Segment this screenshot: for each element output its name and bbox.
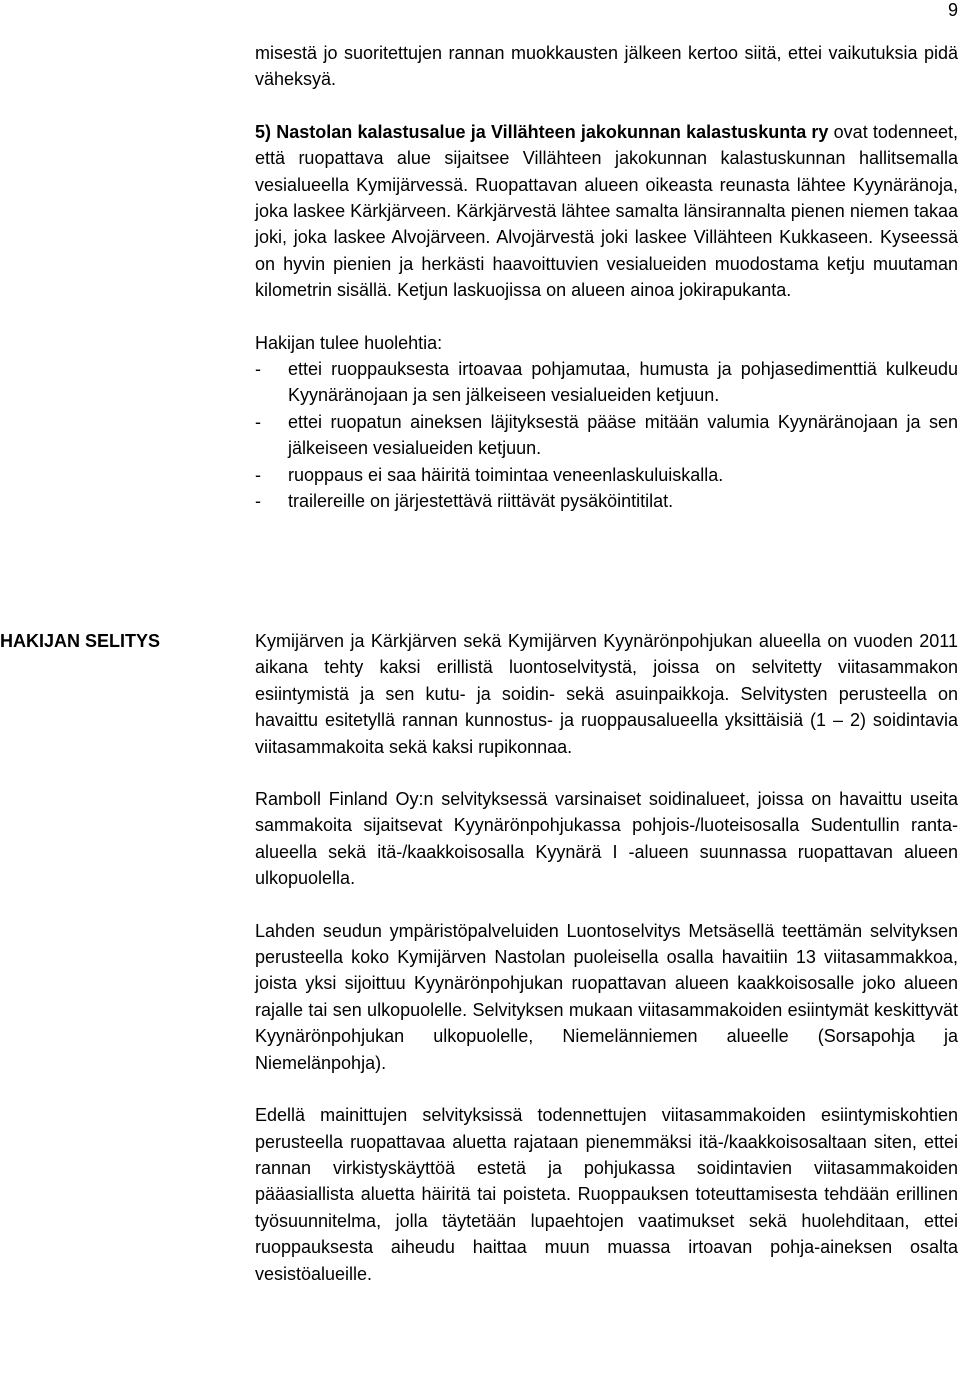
applicant-paragraph: Lahden seudun ympäristöpalveluiden Luontoselvitys Metsäsellä teettämän selvityksen perusteella koko Kymijärven Nastolan puoleisella osalla havaitiin 13 viitasammakkoa, joista yksi sijoittuu Kyynärönpohjukan ruopattavan alueen kaakkoisosalle joko alueen rajalle tai sen ulkopuolelle. Selvityksen mukaan viitasammakoiden esiintymät keskittyvät Kyynärönpohjukan ulkopuolelle, Niemelänniemen alueelle (Sorsapohja ja Niemelänpohja).	[255, 920, 958, 1073]
intro-paragraph: misestä jo suoritettujen rannan muokkausten jälkeen kertoo siitä, ettei vaikutuksia pidä väheksyä.	[255, 43, 958, 90]
requirement-text: trailereille on järjestettävä riittävät pysäköintitilat.	[288, 491, 674, 512]
page-number: 9	[947, 0, 958, 20]
requirement-item	[255, 409, 958, 462]
list-dash: -	[255, 359, 261, 380]
section-heading-hakijan-selitys: HAKIJAN SELITYS	[0, 631, 161, 651]
requirement-item	[255, 462, 958, 488]
applicant-section	[255, 628, 958, 1287]
item-5-paragraph	[255, 119, 958, 304]
requirement-text: ruoppaus ei saa häiritä toimintaa veneenlaskuluiskalla.	[288, 464, 724, 485]
list-dash: -	[255, 464, 261, 485]
requirements-list	[255, 356, 958, 514]
requirement-item	[255, 356, 958, 409]
applicant-paragraph: Ramboll Finland Oy:n selvityksessä varsinaiset soidinalueet, joissa on havaittu useita sammakoita sijaitsevat Kyynärönpohjukassa pohjois-/luoteisosalla Sudentullin ranta-alueella sekä itä-/kaakkoisosalla Kyynärä I -alueen suunnassa ruopattavan alueen ulkopuolella.	[255, 789, 958, 889]
list-dash: -	[255, 411, 261, 432]
requirement-text: ettei ruopatun aineksen läjityksestä pääse mitään valumia Kyynäränojaan ja sen jälkeiseen vesialueiden ketjuun.	[288, 411, 958, 459]
requirement-item	[255, 488, 958, 514]
applicant-paragraph: Edellä mainittujen selvityksissä todennettujen viitasammakoiden esiintymiskohtien perusteella ruopattavaa aluetta rajataan pienemmäksi itä-/kaakkoisosaltaan siten, ettei rannan virkistyskäyttöä estetä ja pohjukassa soidintavien viitasammakoiden pääasiallista aluetta häiritä tai poisteta. Ruoppauksen toteuttamisesta tehdään erillinen työsuunnitelma, jolla täytetään lupaehtojen vaatimukset sekä huolehditaan, ettei ruoppauksesta aiheudu haittaa muun muassa irtoavan pohja-aineksen osalta vesistöalueille.	[255, 1105, 958, 1284]
requirements-intro: Hakijan tulee huolehtia:	[255, 332, 443, 353]
item-5-body: ovat todenneet, että ruopattava alue sijaitsee Villähteen jakokunnan kalastuskunnan hallitsemalla vesialueella Kymijärvessä. Ruopattavan alueen oikeasta reunasta lähtee Kyynäränoja, joka laskee Kärkjärveen. Kärkjärvestä lähtee samalta länsirannalta pienen niemen takaa joki, joka laskee Alvojärveen. Alvojärvestä joki laskee Villähteen Kukkaseen. Kyseessä on hyvin pienien ja herkästi haavoittuvien vesialueiden muodostama ketju muutaman kilometrin sisällä. Ketjun laskuojissa on alueen ainoa jokirapukanta.	[255, 121, 959, 301]
list-dash: -	[255, 491, 261, 512]
requirement-text: ettei ruoppauksesta irtoavaa pohjamutaa, humusta ja pohjasedimenttiä kulkeudu Kyynäränojaan ja sen jälkeiseen vesialueiden ketjuun.	[288, 359, 958, 406]
applicant-paragraph: Kymijärven ja Kärkjärven sekä Kymijärven Kyynärönpohjukan alueella on vuoden 2011 aikana tehty kaksi erillistä luontoselvitystä, joissa on selvitetty viitasammakon esiintymistä ja sen kutu- ja soidin- sekä asuinpaikkoja. Selvitysten perusteella on havaittu esitetyllä rannan kunnostus- ja ruoppausalueella yksittäisiä (1 – 2) soidintavia viitasammakoita sekä kaksi rupikonnaa.	[255, 631, 958, 757]
top-section	[255, 40, 958, 515]
item-5-lead: 5) Nastolan kalastusalue ja Villähteen jakokunnan kalastuskunta ry	[255, 121, 829, 142]
